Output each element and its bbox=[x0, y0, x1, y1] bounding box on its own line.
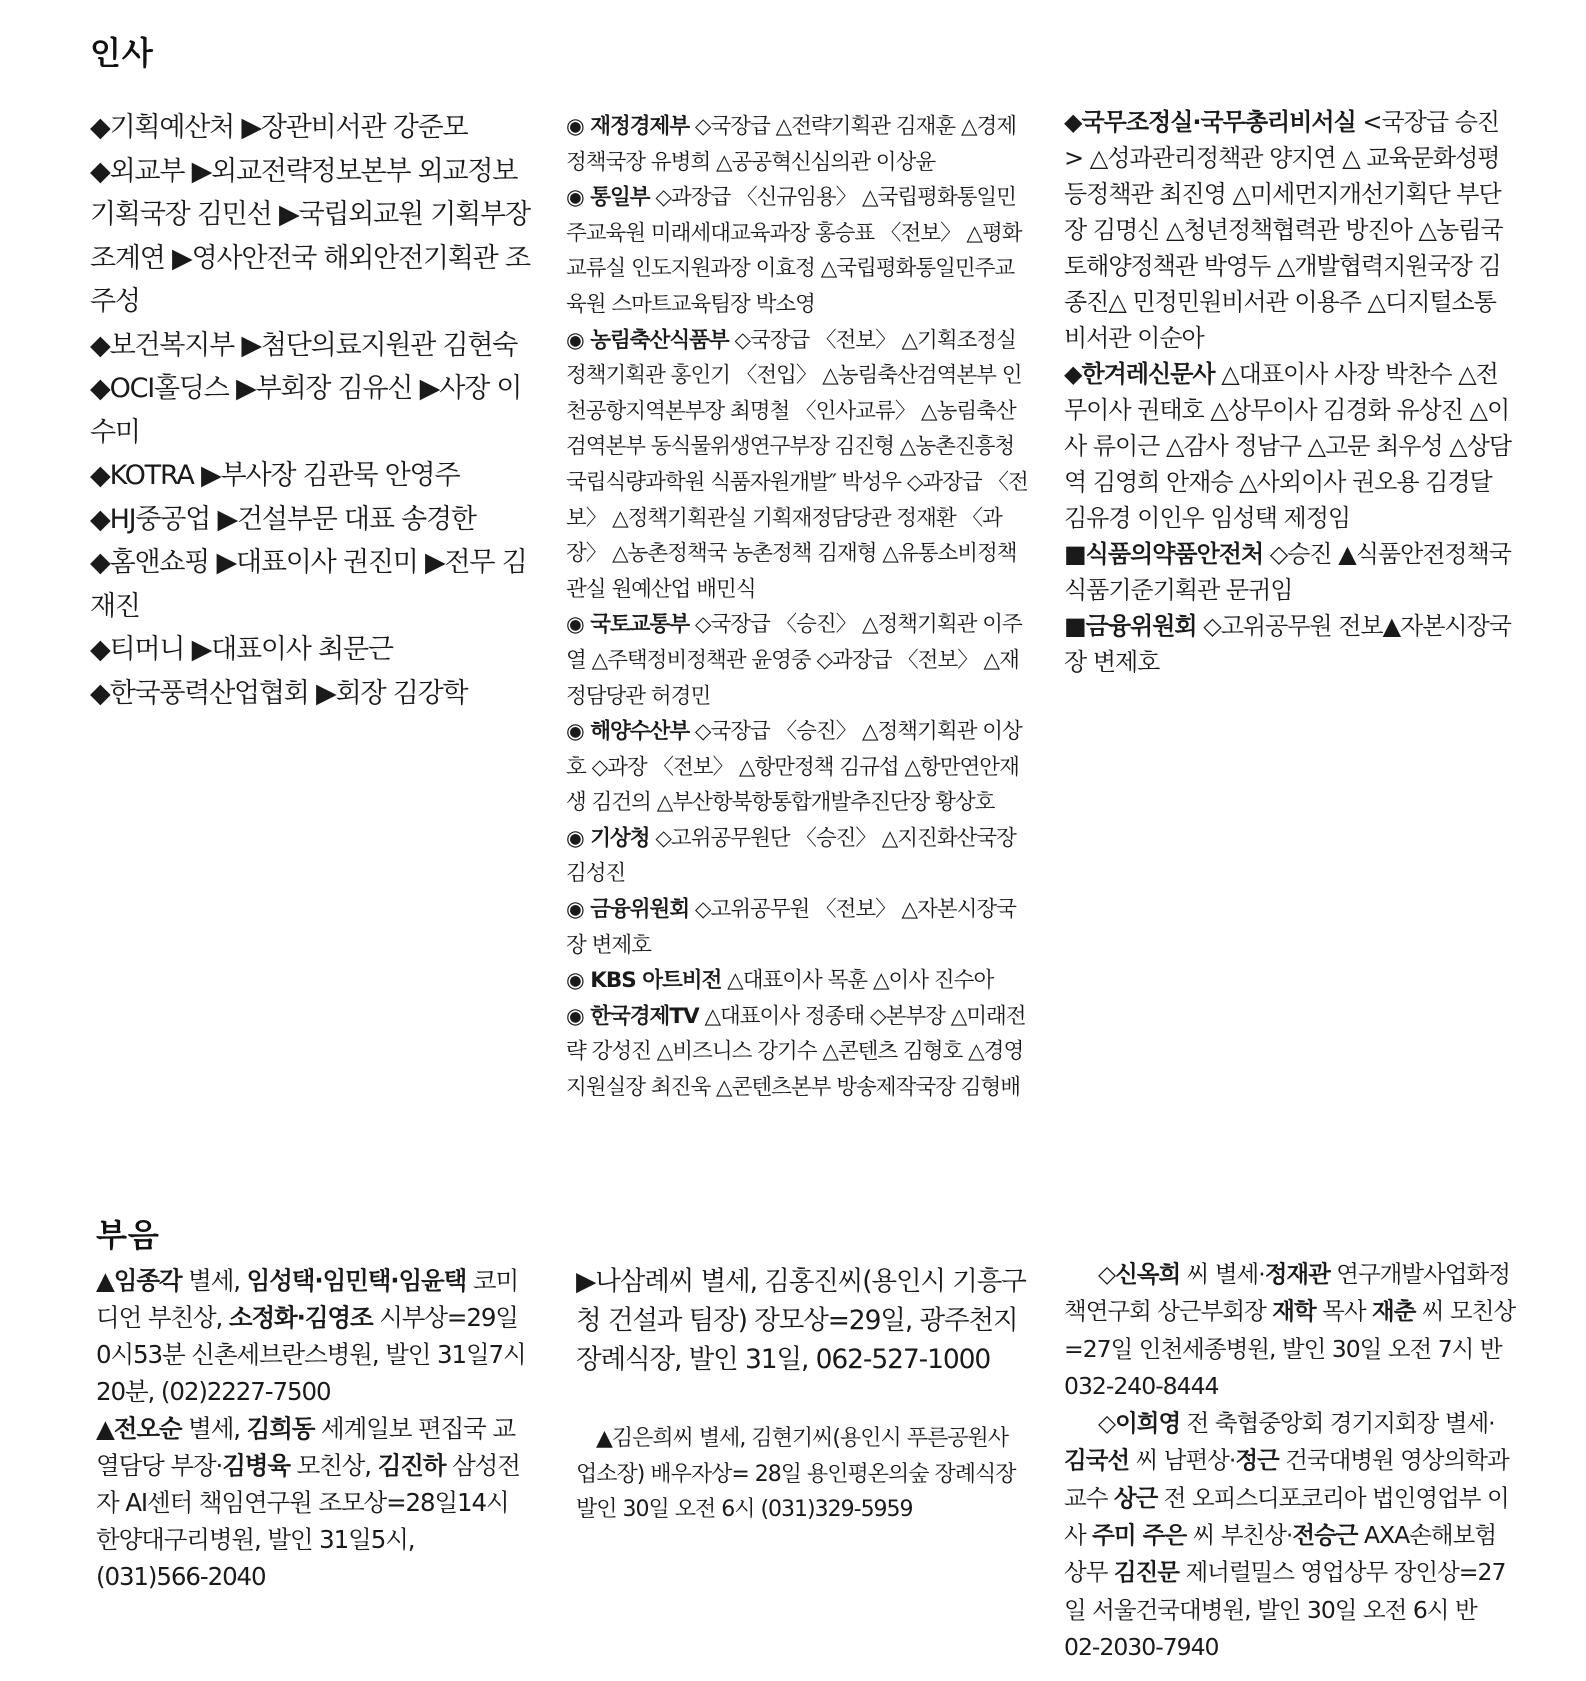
bueum-heading: 부음 bbox=[96, 1216, 160, 1254]
person-name: 주미 주은 bbox=[1092, 1521, 1187, 1550]
person-name: 김진문 bbox=[1113, 1558, 1179, 1587]
obituary-column-1 bbox=[96, 1262, 532, 1595]
obituary-entry: ▶나삼례씨 별세, 김홍진씨(용인시 기흥구청 건설과 팀장) 장모상=29일, 광주천지장례식장, 발인 31일, 062-527-1000 bbox=[576, 1266, 1026, 1375]
text-run: ◇ bbox=[1098, 1260, 1116, 1288]
personnel-item: ◆HJ중공업 ▶건설부문 대표 송경한 bbox=[90, 503, 476, 535]
text-run: 삼성전자 AI센터 책임연구원 조모상=28일14시 한양대구리병원, 발인 31일5시, (031)566-2040 bbox=[96, 1451, 520, 1591]
entry-body: ◇국장급 △전략기획관 김재훈 △경제정책국장 유병희 △공공혁신심의관 이상윤 bbox=[566, 114, 1017, 175]
person-name: 신옥희 bbox=[1115, 1260, 1181, 1288]
entry-body: ◇국장급 〈승진〉 △정책기획관 이주열 △주택정비정책관 윤영중 ◇과장급 〈전보〉 △재정담당관 허경민 bbox=[566, 612, 1022, 709]
text-run: 전 축협중앙회 경기지회장 별세· bbox=[1180, 1409, 1495, 1438]
organization-name: ◉ 기상청 bbox=[566, 825, 650, 851]
entry-body: △대표이사 사장 박찬수 △전무이사 권태호 △상무이사 김경화 유상진 △이사 류이근 △감사 정남구 △고문 최우성 △상담역 김영희 안재승 △사외이사 권오용 김경달 김유경 이인우 임성택 제정임 bbox=[1064, 360, 1512, 532]
organization-name: ◉ 재정경제부 bbox=[566, 114, 690, 139]
text-run: 제너럴밀스 영업상무 장인상=27일 서울건국대병원, 발인 30일 오전 6시 반 02-2030-7940 bbox=[1064, 1558, 1506, 1661]
person-name: 김병육 bbox=[222, 1451, 290, 1480]
text-run: 코미디언 부친상, bbox=[96, 1266, 519, 1332]
person-name: 김희동 bbox=[246, 1414, 315, 1443]
entry-body: ◇고위공무원 〈전보〉 △자본시장국장 변제호 bbox=[566, 897, 1016, 958]
personnel-item: ◆보건복지부 ▶첨단의료지원관 김현숙 bbox=[90, 329, 518, 361]
obituary-entry: ▲김은희씨 별세, 김현기씨(용인시 푸른공원사업소장) 배우자상= 28일 용인평온의숲 장례식장 발인 30일 오전 6시 (031)329-5959 bbox=[576, 1426, 1016, 1522]
personnel-entry bbox=[566, 607, 1032, 714]
entry-body: ◇고위공무원단 〈승진〉 △지진화산국장 김성진 bbox=[566, 825, 1016, 887]
personnel-item: ◆티머니 ▶대표이사 최문근 bbox=[90, 634, 393, 665]
personnel-entry bbox=[566, 821, 1032, 892]
personnel-entry bbox=[566, 963, 1032, 999]
text-run: ▲ bbox=[96, 1414, 114, 1443]
personnel-entry bbox=[566, 180, 1032, 322]
obituary-column-3 bbox=[1064, 1256, 1516, 1666]
person-name: 정근 bbox=[1235, 1446, 1279, 1475]
entry-body: ◇국장급 〈전보〉 △기획조정실 정책기획관 홍인기 〈전입〉 △농림축산검역본부 인천공항지역본부장 최명철 〈인사교류〉 △농림축산검역본부 동식물위생연구부장 김진형 △농촌진흥청 국립식량과학원 식품자원개발″ 박성우 ◇과장급 〈전보〉 △정책기획관실 기획재정담당관 정재환 〈과장〉 △농촌정책국 농촌정책 김재형 △유통소비정책관실 원예산업 배민식 bbox=[566, 327, 1028, 602]
personnel-column-3 bbox=[1064, 104, 1516, 680]
personnel-column-1 bbox=[90, 106, 538, 715]
organization-name: ◉ KBS 아트비전 bbox=[566, 968, 722, 994]
text-run: 모친상, bbox=[289, 1451, 378, 1480]
entry-body: ◇국장급 〈승진〉 △정책기획관 이상호 ◇과장 〈전보〉 △항만정책 김규섭 △항만연안재생 김건의 △부산항북항통합개발추진단장 황상호 bbox=[566, 719, 1022, 816]
organization-name: ◉ 농림축산식품부 bbox=[566, 327, 729, 353]
personnel-item: ◆홈앤쇼핑 ▶대표이사 권진미 ▶전무 김재진 bbox=[90, 547, 527, 622]
personnel-item: ◆OCI홀딩스 ▶부회장 김유신 ▶사장 이수미 bbox=[90, 373, 522, 448]
obituary-entry bbox=[1064, 1405, 1516, 1666]
person-name: 이희영 bbox=[1115, 1409, 1181, 1438]
text-run: 시부상=29일0시53분 신촌세브란스병원, 발인 31일7시20분, (02)2227-7500 bbox=[96, 1303, 526, 1406]
person-name: 정재관 bbox=[1264, 1260, 1330, 1288]
person-name: 전승근 bbox=[1292, 1521, 1358, 1550]
personnel-item: ◆한국풍력산업협회 ▶회장 김강학 bbox=[90, 677, 468, 709]
organization-name: ■식품의약품안전처 bbox=[1064, 540, 1264, 568]
text-run: ▲ bbox=[96, 1266, 114, 1295]
obituary-column-2 bbox=[576, 1262, 1026, 1379]
organization-name: ◉ 한국경제TV bbox=[566, 1003, 699, 1029]
entry-body: <국장급 승진> △성과관리정책관 양지연 △ 교육문화성평등정책관 최진영 △미세먼지개선기획단 부단장 김명신 △청년정책협력관 방진아 △농림국토해양정책관 박영두 △개발협력지원국장 김종진△ 민정민원비서관 이용주 △디지털소통비서관 이순아 bbox=[1064, 108, 1503, 352]
text-run: 별세, bbox=[181, 1266, 247, 1295]
text-run: 씨 모친상=27일 인천세종병원, 발인 30일 오전 7시 반 032-240-8444 bbox=[1064, 1297, 1516, 1400]
personnel-item: ◆외교부 ▶외교전략정보본부 외교정보기획국장 김민선 ▶국립외교원 기획부장 조계연 ▶영사안전국 해외안전기획관 조주성 bbox=[90, 155, 530, 317]
text-run: 세계일보 편집국 교열담당 부장· bbox=[96, 1414, 515, 1480]
obituary-column-2-lower bbox=[576, 1421, 1016, 1528]
entry-body: △대표이사 정종태 ◇본부장 △미래전략 강성진 △비즈니스 강기수 △콘텐츠 김형호 △경영지원실장 최진욱 △콘텐츠본부 방송제작국장 김형배 bbox=[566, 1003, 1026, 1101]
entry-body: ◇승진 ▲식품안전정책국 식품기준기획관 문귀임 bbox=[1064, 540, 1511, 604]
organization-name: ◉ 금융위원회 bbox=[566, 897, 690, 923]
personnel-entry bbox=[566, 109, 1032, 180]
text-run: 씨 부친상· bbox=[1186, 1521, 1293, 1550]
entry-body: ◇과장급 〈신규임용〉 △국립평화통일민주교육원 미래세대교육과장 홍승표 〈전보〉 △평화교류실 인도지원과장 이효정 △국립평화통일민주교육원 스마트교육팀장 박소영 bbox=[566, 185, 1022, 317]
person-name: 상근 bbox=[1113, 1483, 1158, 1512]
text-run: 전 오피스디포코리아 법인영업부 이사 bbox=[1064, 1483, 1509, 1550]
entry-body: ◇고위공무원 전보▲자본시장국장 변제호 bbox=[1064, 612, 1511, 676]
organization-name: ◆국무조정실·국무총리비서실 bbox=[1064, 108, 1356, 136]
organization-name: ◆한겨레신문사 bbox=[1064, 360, 1215, 388]
person-name: 김국선 bbox=[1064, 1446, 1130, 1475]
insa-heading: 인사 bbox=[90, 34, 154, 72]
organization-name: ■금융위원회 bbox=[1064, 612, 1197, 640]
organization-name: ◉ 국토교통부 bbox=[566, 612, 690, 638]
obituary-entry bbox=[1064, 1256, 1516, 1405]
personnel-entry bbox=[566, 892, 1032, 963]
personnel-entry bbox=[1064, 104, 1516, 356]
personnel-entry bbox=[1064, 536, 1516, 608]
text-run: AXA손해보험 상무 bbox=[1064, 1521, 1497, 1587]
text-run: 씨 남편상· bbox=[1129, 1446, 1236, 1475]
text-run: 별세, bbox=[181, 1414, 247, 1443]
text-run: 연구개발사업화정책연구회 상근부회장 bbox=[1064, 1260, 1510, 1326]
personnel-entry bbox=[1064, 608, 1516, 680]
obituary-entry bbox=[96, 1410, 532, 1595]
person-name: 김진하 bbox=[377, 1451, 446, 1480]
person-name: 재춘 bbox=[1372, 1297, 1416, 1326]
obituary-entry bbox=[96, 1262, 532, 1410]
personnel-column-2 bbox=[566, 109, 1032, 1106]
personnel-item: ◆기획예산처 ▶장관비서관 강준모 bbox=[90, 112, 468, 143]
text-run: 목사 bbox=[1315, 1297, 1372, 1326]
personnel-item: ◆KOTRA ▶부사장 김관묵 안영주 bbox=[90, 460, 460, 491]
text-run: 씨 별세· bbox=[1180, 1260, 1265, 1288]
person-name: 임성택·임민택·임윤택 bbox=[246, 1266, 467, 1295]
person-name: 소정화·김영조 bbox=[228, 1303, 373, 1332]
personnel-entry bbox=[566, 323, 1032, 608]
personnel-entry bbox=[1064, 356, 1516, 536]
text-run: 건국대병원 영상의학과 교수 bbox=[1064, 1446, 1509, 1512]
person-name: 임종각 bbox=[113, 1266, 182, 1295]
person-name: 전오순 bbox=[113, 1414, 182, 1443]
organization-name: ◉ 통일부 bbox=[566, 185, 650, 211]
entry-body: △대표이사 목훈 △이사 진수아 bbox=[721, 968, 994, 994]
personnel-entry bbox=[566, 714, 1032, 821]
person-name: 재학 bbox=[1272, 1297, 1316, 1326]
organization-name: ◉ 해양수산부 bbox=[566, 719, 690, 745]
personnel-entry bbox=[566, 999, 1032, 1106]
text-run: ◇ bbox=[1098, 1409, 1116, 1438]
